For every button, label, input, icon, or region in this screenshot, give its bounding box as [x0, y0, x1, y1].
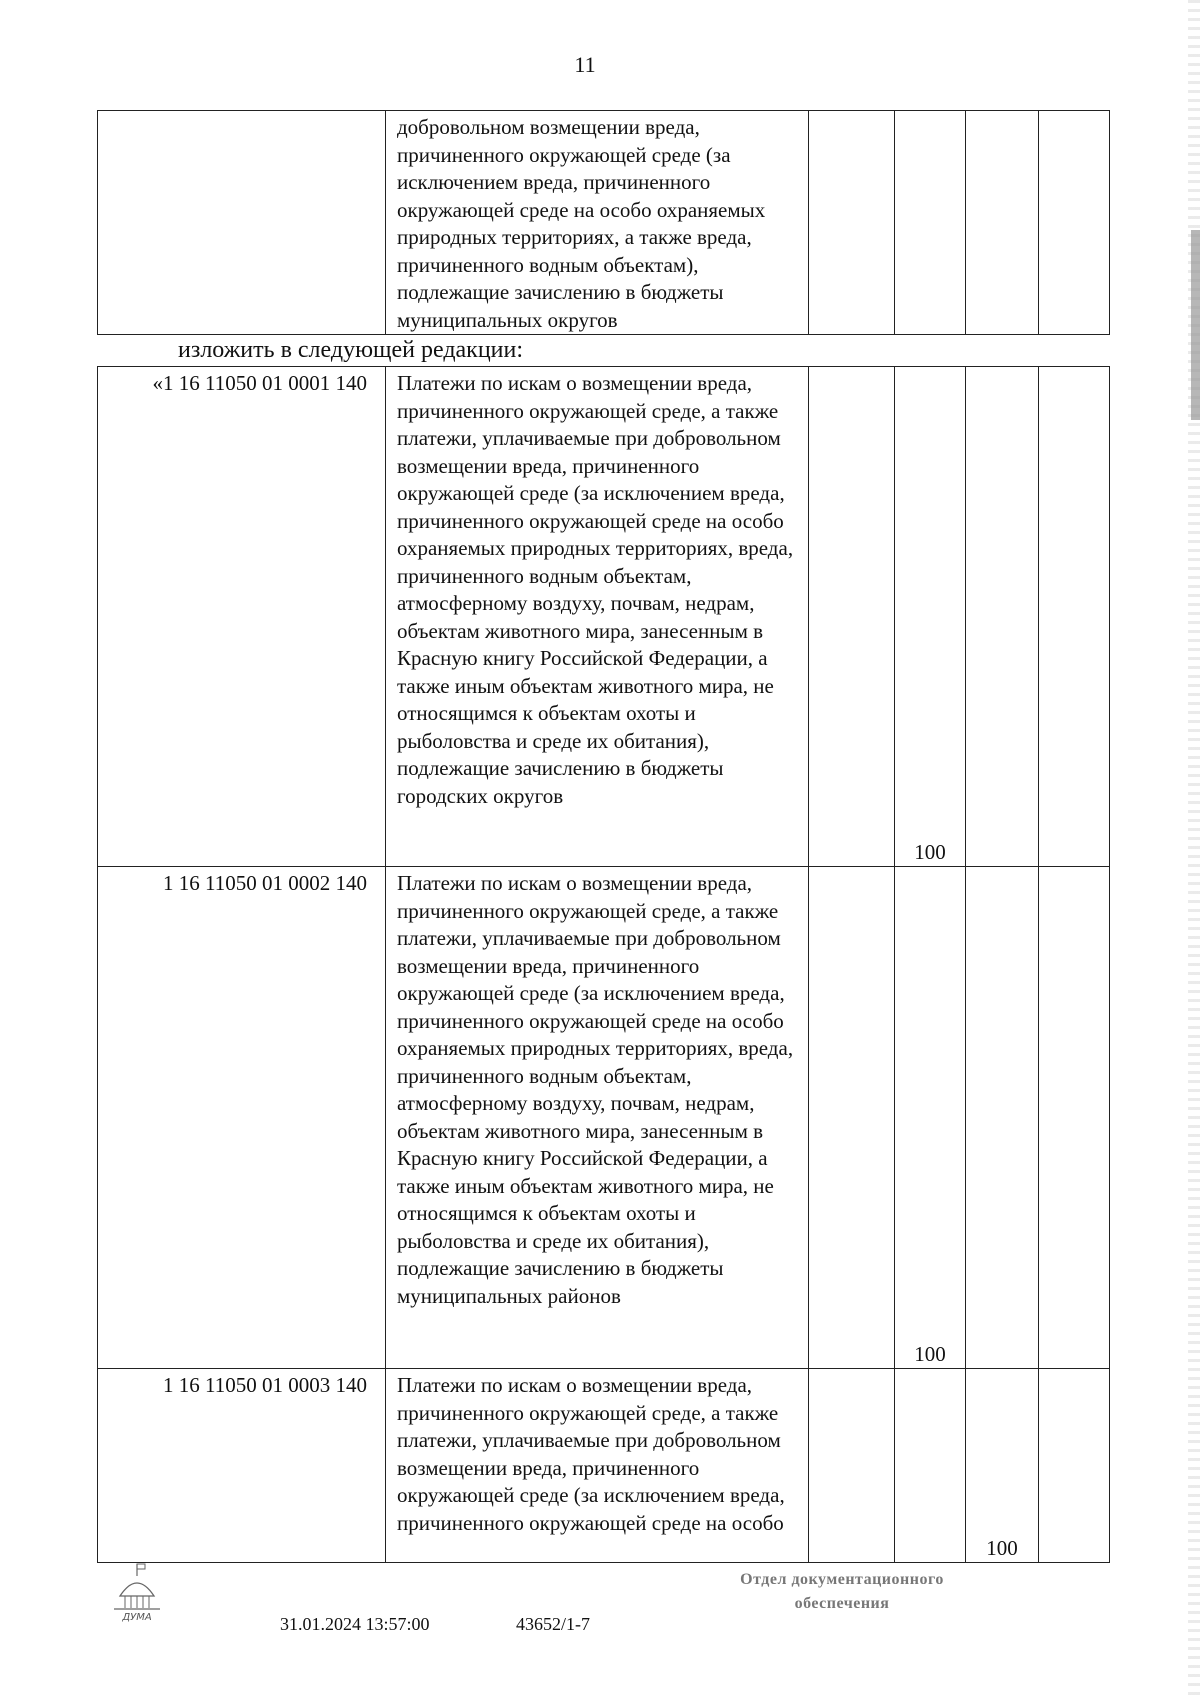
previous-text-table	[97, 110, 1110, 335]
department-stamp	[692, 1568, 992, 1616]
value-cell-3: 100	[966, 1369, 1039, 1563]
value-cell-2: 100	[895, 367, 966, 867]
logo-text: ДУМА	[122, 1612, 152, 1623]
table-row	[98, 111, 1110, 335]
description-cell: добровольном возмещении вреда, причиненного окружающей среде (за исключением вреда, причиненного окружающей среде на особо охраняемых природных территориях, а также вреда, причиненного водным объектам), подлежащие зачислению в бюджеты муниципальных округов	[386, 111, 809, 335]
value-cell-1	[809, 1369, 895, 1563]
value-cell-1	[809, 867, 895, 1369]
kbk-code-cell: 1 16 11050 01 0002 140	[98, 867, 386, 1369]
value-cell-4	[1039, 1369, 1110, 1563]
footer-doc-number: 43652/1-7	[516, 1614, 590, 1634]
description-cell: Платежи по искам о возмещении вреда, причиненного окружающей среде, а также платежи, уплачиваемые при добровольном возмещении вреда, причиненного окружающей среде (за исключением вреда, причиненного окружающей среде на особо	[386, 1369, 809, 1563]
scan-edge-shadow	[1191, 230, 1200, 420]
table-row	[98, 867, 1110, 1369]
kbk-code-cell: 1 16 11050 01 0003 140	[98, 1369, 386, 1563]
value-cell-4	[1039, 111, 1110, 335]
value-cell-2	[895, 1369, 966, 1563]
kbk-code-cell: «1 16 11050 01 0001 140	[98, 367, 386, 867]
value-cell-3	[966, 111, 1039, 335]
page-number: 11	[574, 52, 596, 77]
value-cell-1	[809, 111, 895, 335]
table-row	[98, 367, 1110, 867]
description-cell: Платежи по искам о возмещении вреда, причиненного окружающей среде, а также платежи, уплачиваемые при добровольном возмещении вреда, причиненного окружающей среде (за исключением вреда, причиненного окружающей среде на особо охраняемых природных территориях, вреда, причиненного водным объектам, атмосферному воздуху, почвам, недрам, объектам животного мира, занесенным в Красную книгу Российской Федерации, а также иным объектам животного мира, не относящимся к объектам охоты и рыболовства и среде их обитания), подлежащие зачислению в бюджеты городских округов	[386, 367, 809, 867]
duma-emblem-icon	[106, 1562, 168, 1624]
value-cell-3	[966, 867, 1039, 1369]
value-cell-4	[1039, 867, 1110, 1369]
kbk-code-cell	[98, 111, 386, 335]
description-cell: Платежи по искам о возмещении вреда, причиненного окружающей среде, а также платежи, уплачиваемые при добровольном возмещении вреда, причиненного окружающей среде (за исключением вреда, причиненного окружающей среде на особо охраняемых природных территориях, вреда, причиненного водным объектам, атмосферному воздуху, почвам, недрам, объектам животного мира, занесенным в Красную книгу Российской Федерации, а также иным объектам животного мира, не относящимся к объектам охоты и рыболовства и среде их обитания), подлежащие зачислению в бюджеты муниципальных районов	[386, 867, 809, 1369]
value-cell-2: 100	[895, 867, 966, 1369]
stamp-line-1: Отдел документационного	[740, 1571, 944, 1588]
footer-datetime: 31.01.2024 13:57:00	[280, 1614, 430, 1634]
value-cell-4	[1039, 367, 1110, 867]
new-text-table	[97, 366, 1110, 1563]
value-cell-3	[966, 367, 1039, 867]
stamp-line-2: обеспечения	[794, 1595, 890, 1612]
amendment-intro: изложить в следующей редакции:	[178, 337, 524, 363]
value-cell-2	[895, 111, 966, 335]
table-row	[98, 1369, 1110, 1563]
value-cell-1	[809, 367, 895, 867]
